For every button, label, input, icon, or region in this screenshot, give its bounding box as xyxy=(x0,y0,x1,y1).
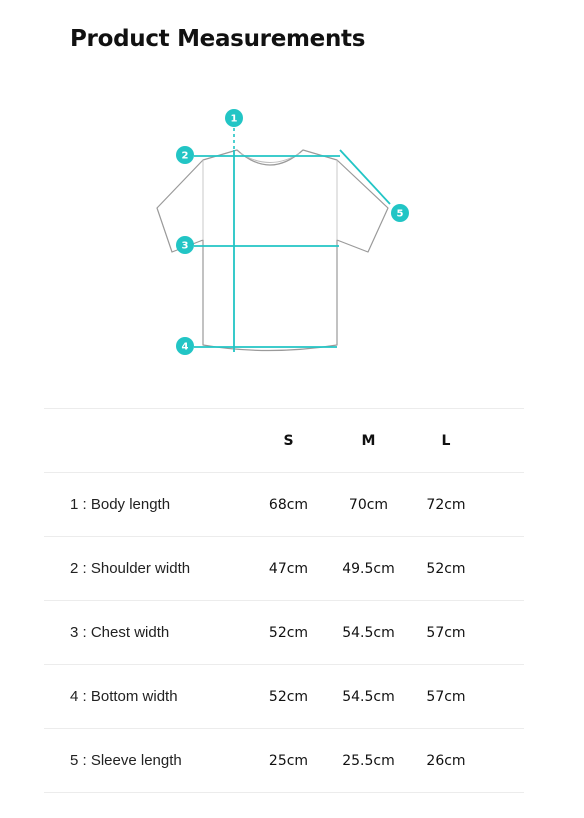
cell-size-l: 57cm xyxy=(426,688,466,705)
row-label: 4 : Bottom width xyxy=(70,688,178,705)
cell-size-m: 49.5cm xyxy=(342,560,395,577)
header-size-m: M xyxy=(361,432,376,449)
marker-3 xyxy=(176,236,194,254)
sleeve-length-line xyxy=(340,150,390,204)
cell-size-l: 52cm xyxy=(426,560,466,577)
cell-spacer xyxy=(486,537,524,601)
svg-text:5: 5 xyxy=(396,208,404,220)
header-spacer xyxy=(486,409,524,473)
cell-size-s: 47cm xyxy=(268,560,309,577)
cell-size-m: 70cm xyxy=(348,496,389,513)
marker-2 xyxy=(176,146,194,164)
svg-text:2: 2 xyxy=(181,150,189,162)
table-row xyxy=(44,601,524,665)
size-chart-table xyxy=(44,408,524,793)
cell-size-s: 52cm xyxy=(268,688,309,705)
svg-text:4: 4 xyxy=(181,341,189,353)
table-row xyxy=(44,537,524,601)
cell-spacer xyxy=(486,601,524,665)
cell-size-m: 25.5cm xyxy=(342,752,395,769)
row-label: 3 : Chest width xyxy=(70,624,170,641)
cell-spacer xyxy=(486,729,524,793)
row-label: 5 : Sleeve length xyxy=(70,752,182,769)
table-row xyxy=(44,665,524,729)
header-size-s: S xyxy=(283,432,294,449)
cell-size-s: 25cm xyxy=(268,752,309,769)
header-size-l: L xyxy=(441,432,451,449)
cell-size-l: 72cm xyxy=(426,496,466,513)
cell-spacer xyxy=(486,665,524,729)
page-title: Product Measurements xyxy=(70,26,366,52)
table-row xyxy=(44,473,524,537)
cell-size-m: 54.5cm xyxy=(342,624,395,641)
row-label: 2 : Shoulder width xyxy=(70,560,191,577)
marker-4 xyxy=(176,337,194,355)
cell-size-m: 54.5cm xyxy=(342,688,395,705)
cell-size-s: 68cm xyxy=(268,496,309,513)
marker-1 xyxy=(225,109,243,127)
tshirt-measurement-diagram xyxy=(150,100,420,370)
marker-5 xyxy=(391,204,409,222)
cell-size-l: 57cm xyxy=(426,624,466,641)
cell-size-s: 52cm xyxy=(268,624,309,641)
header-measurement xyxy=(44,409,246,473)
tshirt-neckline xyxy=(240,153,300,163)
cell-size-l: 26cm xyxy=(426,752,466,769)
cell-spacer xyxy=(486,473,524,537)
table-row xyxy=(44,729,524,793)
table-header-row xyxy=(44,409,524,473)
svg-text:3: 3 xyxy=(181,240,189,252)
row-label: 1 : Body length xyxy=(70,496,171,513)
svg-text:1: 1 xyxy=(230,113,238,125)
